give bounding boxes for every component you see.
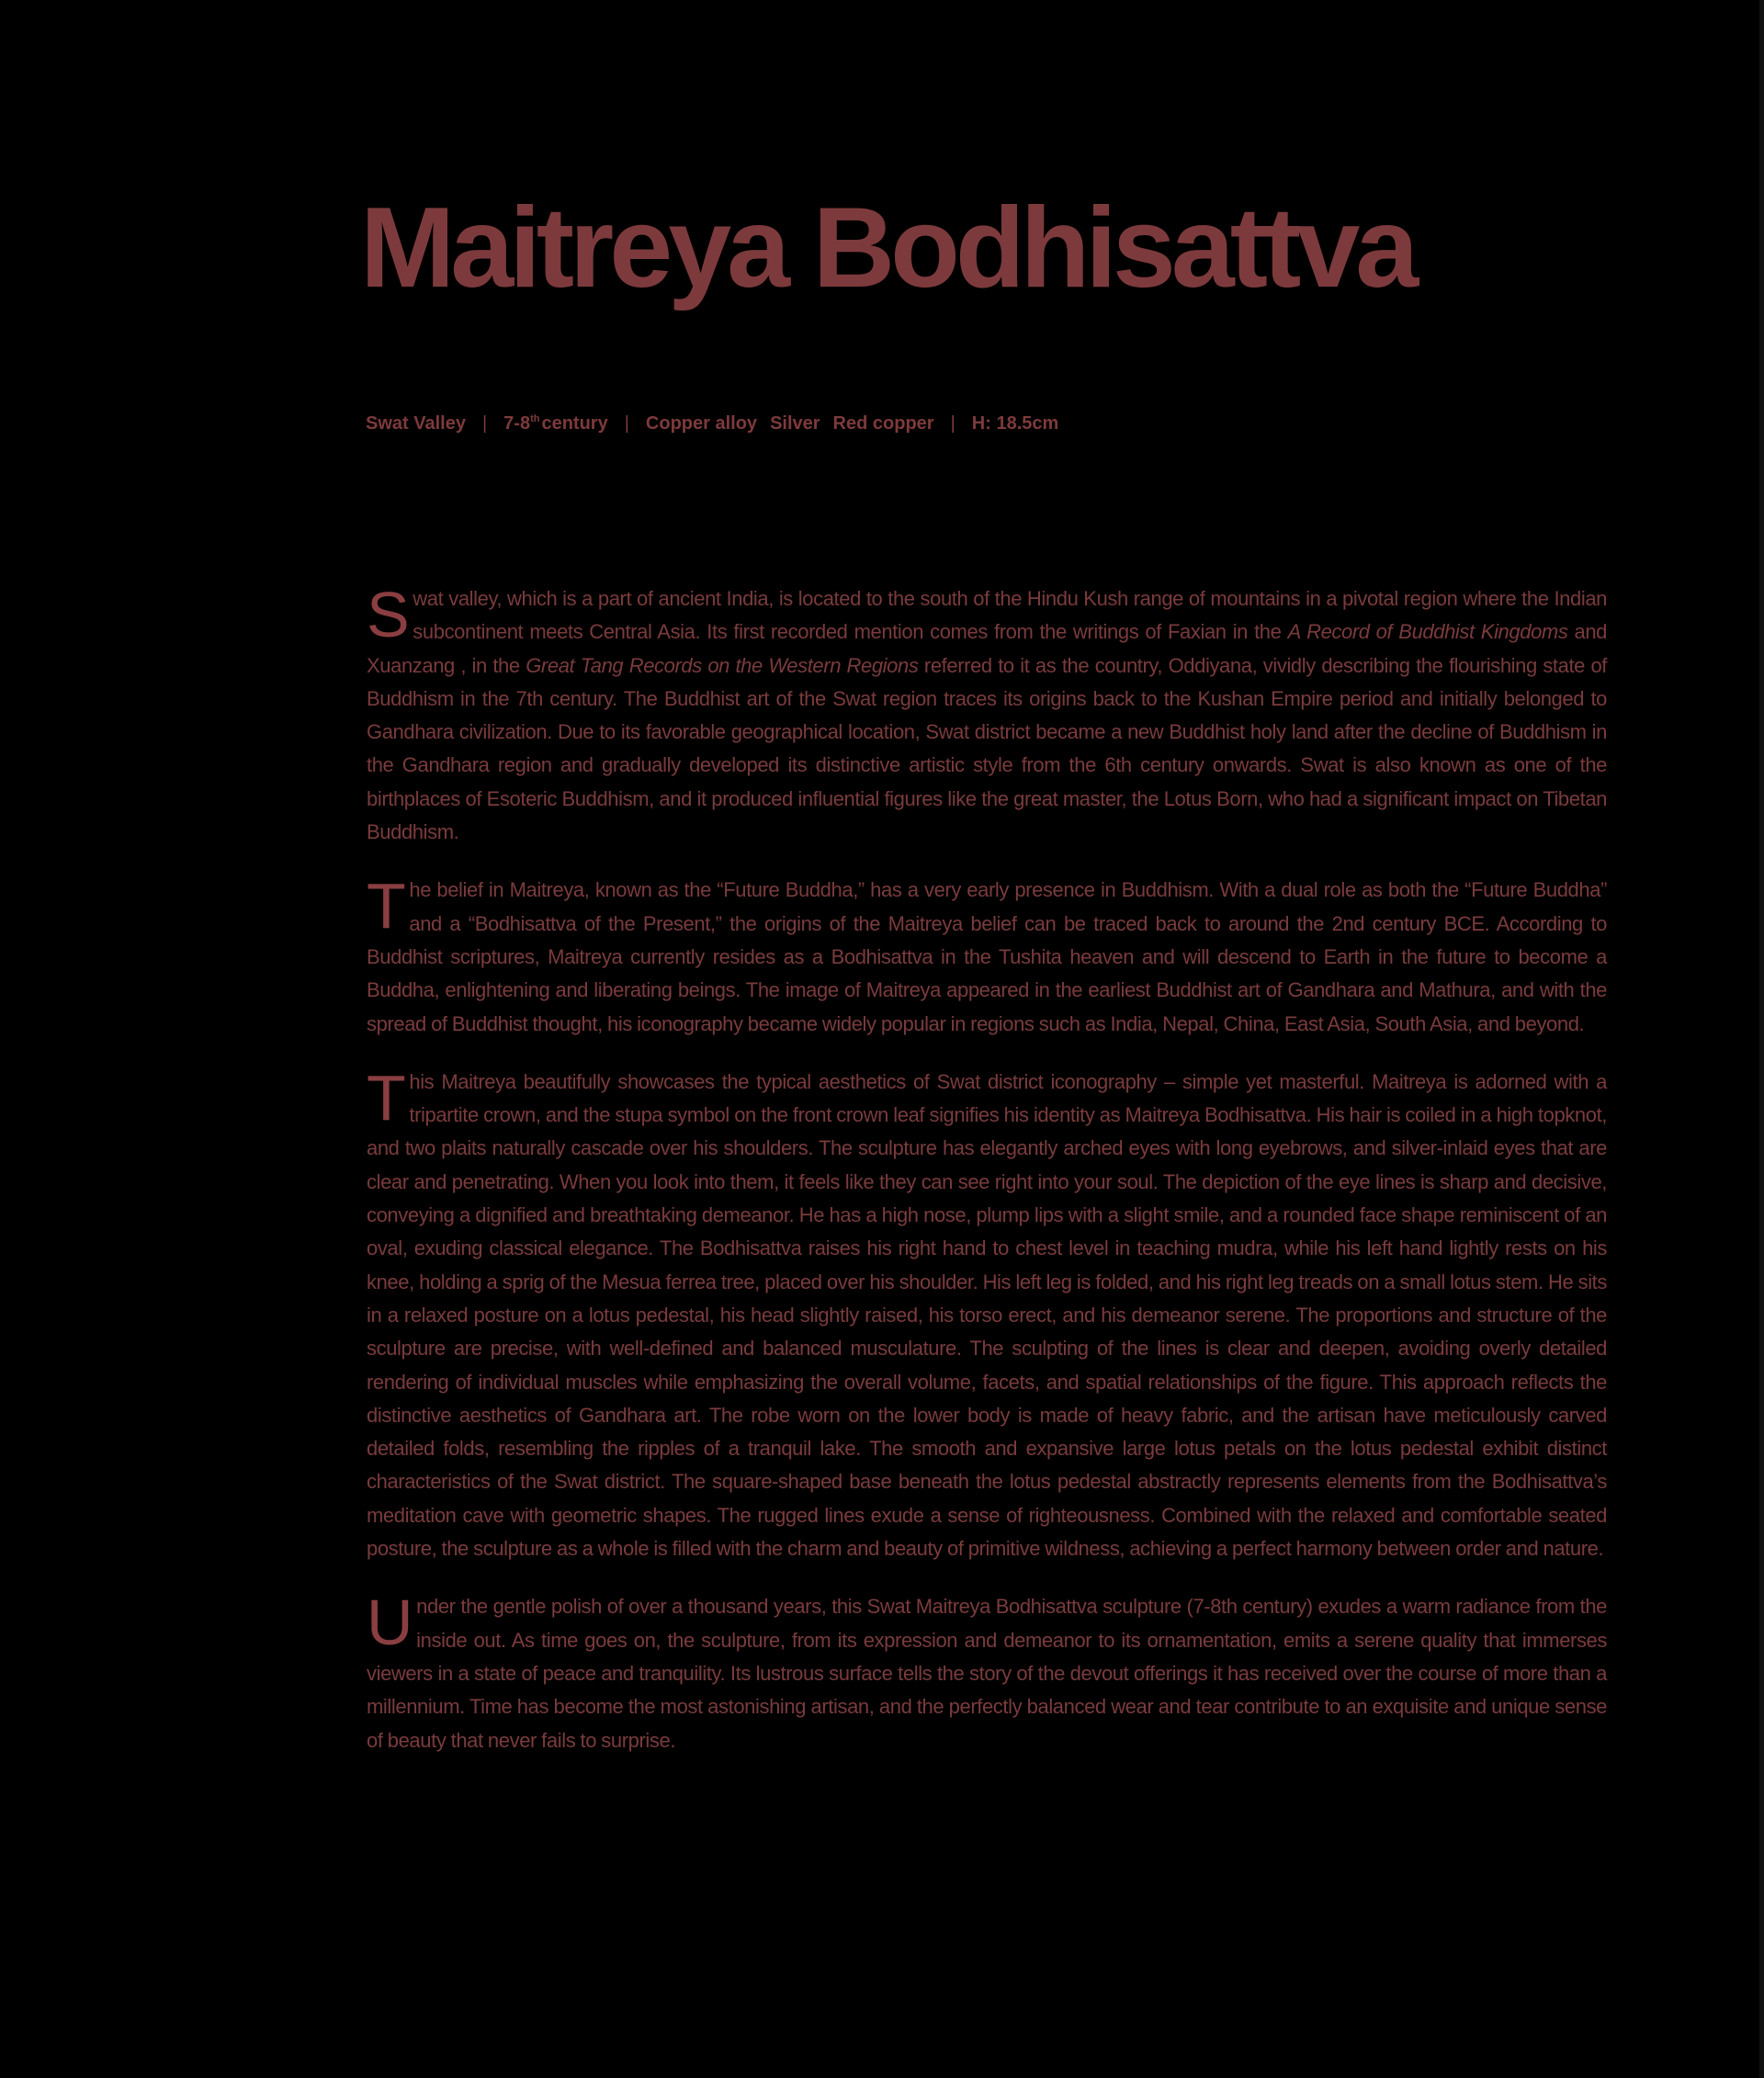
paragraph — [367, 579, 1608, 849]
page-edge — [1759, 0, 1764, 2078]
century-word: century — [541, 413, 608, 434]
paragraph-text: referred to it as the country, Oddiyana, vividly describing the flourishing state of Buddhism in the 7th century. The Buddhist art of the Swat region traces its origins back to the Kushan Empire period and initially belonged to Gandhara civilization. Due to its favorable geographical location, Swat district became a new Buddhist holy land after the decline of Buddhism in the Gandhara region and gradually developed its distinctive artistic style from the 6th century onwards. Swat is also known as one of the birthplaces of Esoteric Buddhism, and it produced influential figures like the great master, the Lotus Born, who had a significant impact on Tibetan Buddhism. — [367, 653, 1608, 844]
height-label: H: 18.5cm — [971, 413, 1059, 434]
separator: | — [624, 413, 629, 434]
century-ordinal: th — [530, 413, 540, 424]
separator: | — [950, 413, 956, 434]
paragraph-text: nder the gentle polish of over a thousand years, this Swat Maitreya Bodhisattva sculpture (7-8th century) exudes a warm radiance from the inside out. As time goes on, the sculpture, from its expression and demeanor to its ornamentation, emits a serene quality that immerses viewers in a state of peace and tranquility. Its lustrous surface tells the story of the devout offerings it has received over the course of more than a millennium. Time has become the most astonishing artisan, and the perfectly balanced wear and tear contribute to an exquisite and unique sense of beauty that never fails to surprise. — [367, 1595, 1607, 1752]
paragraph-text: wat valley, which is a part of ancient India, is located to the south of the Hindu Kush range of mountains in a pivotal region where the Indian subcontinent meets Central Asia. Its first recorded mention comes from the writings of Faxian in the — [413, 587, 1607, 644]
drop-cap: T — [367, 870, 406, 943]
century-range: 7-8 — [503, 413, 531, 434]
material-label: Copper alloy — [645, 413, 758, 434]
drop-cap: U — [367, 1587, 413, 1659]
century-label — [503, 413, 608, 434]
artwork-details — [366, 410, 1058, 437]
book-title: Great Tang Records on the Western Regions — [526, 653, 919, 677]
paragraph-text: his Maitreya beautifully showcases the typical aesthetics of Swat district iconography – simple yet masterful. Maitreya is adorned with a tripartite crown, and the stupa symbol on the front crown leaf signifies his identity as Maitreya Bodhisattva. His hair is coiled in a high topknot, and two plaits naturally cascade over his shoulders. The sculpture has elegantly arched eyes with long eyebrows, and silver-inlaid eyes that are clear and penetrating. When you look into them, it feels like they can see right into your soul. The depiction of the eye lines is sharp and decisive, conveying a dignified and breathtaking demeanor. He has a high nose, plump lips with a slight smile, and a rounded face shape reminiscent of an oval, exuding classical elegance. The Bodhisattva raises his right hand to chest level in teaching mudra, while his left hand lightly rests on his knee, holding a sprig of the Mesua ferrea tree, placed over his shoulder. His left leg is folded, and his right leg treads on a small lotus stem. He sits in a relaxed posture on a lotus pedestal, his head slightly raised, his torso erect, and his demeanor serene. The proportions and structure of the sculpture are precise, with well-defined and balanced musculature. The sculpting of the lines is clear and deepen, avoiding overly detailed rendering of individual muscles while emphasizing the overall volume, facets, and spatial relationships of the figure. This approach reflects the distinctive aesthetics of Gandhara art. The robe worn on the lower body is made of heavy fabric, and the artisan have meticulously carved detailed folds, resembling the ripples of a tranquil lake. The smooth and expansive large lotus petals on the lotus pedestal exhibit distinct characteristics of the Swat district. The square-shaped base beneath the lotus pedestal abstractly represents elements from the Bodhisattva’s meditation cave with geometric shapes. The rugged lines exude a sense of righteousness. Combined with the relaxed and comfortable seated posture, the sculpture as a whole is filled with the charm and beauty of primitive wildness, achieving a perfect harmony between order and nature. — [367, 1069, 1607, 1561]
paragraph-text: and Xuanzang , in the — [367, 620, 1608, 677]
separator: | — [481, 413, 488, 434]
paragraph — [367, 1587, 1607, 1756]
material-label: Silver — [770, 413, 820, 434]
material-label: Red copper — [832, 413, 934, 434]
paragraph — [367, 870, 1607, 1040]
article-body — [367, 579, 1608, 1782]
drop-cap: S — [367, 579, 410, 650]
book-title: A Record of Buddhist Kingdoms — [1287, 620, 1568, 644]
page-title: Maitreya Bodhisattva — [360, 185, 1415, 311]
origin-label: Swat Valley — [366, 413, 466, 434]
drop-cap: T — [367, 1061, 406, 1134]
paragraph-text: he belief in Maitreya, known as the “Future Buddha,” has a very early presence in Buddhism. With a dual role as both the “Future Buddha” and a “Bodhisattva of the Present,” the origins of the Maitreya belief can be traced back to around the 2nd century BCE. According to Buddhist scriptures, Maitreya currently resides as a Bodhisattva in the Tushita heaven and will descend to Earth in the future to become a Buddha, enlightening and liberating beings. The image of Maitreya appeared in the earliest Buddhist art of Gandhara and Mathura, and with the spread of Buddhist thought, his iconography became widely popular in regions such as India, Nepal, China, East Asia, South Asia, and beyond. — [367, 878, 1607, 1035]
paragraph — [367, 1061, 1607, 1565]
